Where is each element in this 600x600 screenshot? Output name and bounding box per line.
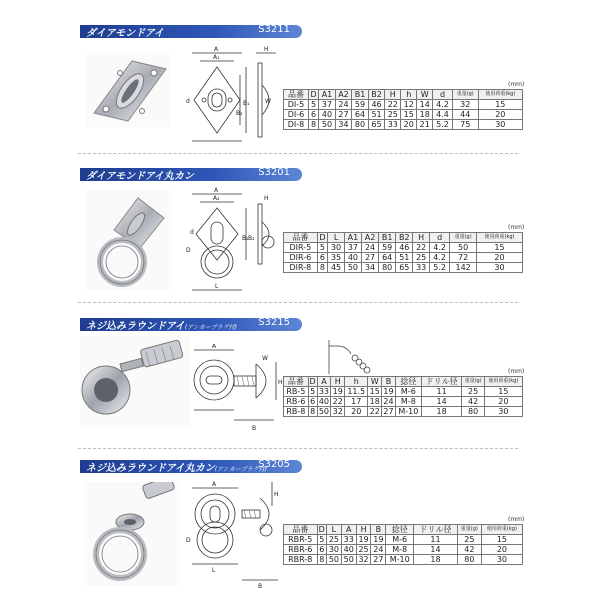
table-cell: 30 bbox=[484, 407, 522, 417]
column-header: H bbox=[331, 377, 345, 387]
spec-table bbox=[283, 376, 523, 417]
table-cell: 15 bbox=[484, 387, 522, 397]
column-header: ドリル径 bbox=[414, 525, 458, 535]
table-cell: 40 bbox=[318, 397, 330, 406]
unit-label: (mm) bbox=[508, 224, 525, 231]
table-cell: 72 bbox=[450, 253, 477, 263]
dim-label: H bbox=[278, 379, 283, 386]
table-row bbox=[284, 545, 523, 555]
column-header: 品番 bbox=[284, 90, 309, 100]
product-section-screw-round-eye bbox=[0, 318, 600, 440]
product-code: S3205 bbox=[258, 459, 290, 470]
dim-label: A₁ bbox=[213, 54, 220, 61]
column-header: 品番 bbox=[284, 233, 318, 243]
table-cell: 8 bbox=[310, 407, 316, 416]
table-cell: 14 bbox=[417, 100, 433, 110]
column-header: H bbox=[413, 233, 430, 243]
table-row bbox=[284, 397, 523, 407]
table-cell: 21 bbox=[417, 120, 433, 130]
unit-label: (mm) bbox=[508, 368, 525, 375]
column-header: A bbox=[317, 377, 331, 387]
product-section-diamond-eye-ring bbox=[0, 168, 600, 298]
product-photo bbox=[86, 53, 170, 127]
table-cell: 18 bbox=[417, 110, 433, 120]
table-cell: M-6 bbox=[386, 535, 414, 545]
table-cell: DI-6 bbox=[284, 110, 309, 120]
section-banner bbox=[80, 168, 302, 181]
column-header: W bbox=[368, 377, 382, 387]
table-cell: 51 bbox=[396, 253, 413, 263]
column-header: 使用荷重(kg) bbox=[484, 377, 522, 387]
table-cell: 50 bbox=[450, 243, 477, 253]
table-cell: 12 bbox=[401, 100, 417, 110]
column-header: B1 bbox=[352, 90, 369, 100]
table-cell: 5 bbox=[308, 100, 318, 110]
table-cell: M-10 bbox=[395, 407, 421, 417]
dim-label: B₁ bbox=[242, 235, 249, 242]
table-cell: 51 bbox=[368, 110, 385, 120]
table-cell: 6 bbox=[310, 397, 316, 406]
dimension-drawing bbox=[186, 476, 284, 594]
table-cell: 33 bbox=[318, 387, 330, 396]
table-cell: 33 bbox=[341, 535, 356, 545]
table-cell: 24 bbox=[383, 397, 394, 406]
table-cell: 20 bbox=[345, 407, 368, 417]
section-title: ダイアモンドアイ bbox=[86, 28, 164, 39]
table-cell: 37 bbox=[319, 100, 336, 110]
table-cell: 32 bbox=[356, 555, 371, 565]
table-cell: 4.2 bbox=[429, 253, 449, 263]
table-cell: 22 bbox=[413, 243, 430, 253]
product-photo bbox=[86, 190, 172, 290]
table-cell: M-8 bbox=[386, 545, 414, 555]
table-cell: 80 bbox=[457, 555, 481, 565]
table-cell: 33 bbox=[413, 263, 430, 273]
table-cell: 20 bbox=[477, 253, 523, 263]
column-header: A2 bbox=[335, 90, 352, 100]
section-title: ダイアモンドアイ丸カン bbox=[86, 171, 194, 182]
table-cell: 80 bbox=[352, 120, 369, 130]
table-cell: 40 bbox=[341, 545, 356, 555]
table-cell: RBR-5 bbox=[284, 535, 318, 545]
table-cell: 30 bbox=[327, 545, 342, 555]
table-cell: 22 bbox=[332, 397, 343, 406]
column-header: B bbox=[382, 377, 396, 387]
table-cell: 15 bbox=[369, 387, 380, 396]
table-cell: RB-8 bbox=[284, 407, 309, 417]
table-cell: DIR-8 bbox=[284, 263, 318, 273]
table-cell: 19 bbox=[332, 387, 343, 396]
table-cell: 4.2 bbox=[433, 100, 453, 110]
table-cell: 25 bbox=[327, 535, 342, 545]
column-header: D bbox=[309, 377, 316, 386]
column-header: ドリル径 bbox=[421, 377, 462, 387]
table-cell: DIR-6 bbox=[284, 253, 318, 263]
table-row bbox=[284, 120, 523, 130]
table-row bbox=[284, 535, 523, 545]
dim-label: W bbox=[265, 98, 271, 105]
table-cell: 8 bbox=[317, 555, 327, 565]
table-cell: 59 bbox=[352, 100, 369, 110]
table-cell: 11 bbox=[421, 387, 462, 397]
table-cell: 40 bbox=[344, 253, 361, 263]
column-header: B2 bbox=[368, 90, 385, 100]
table-cell: 50 bbox=[341, 555, 356, 565]
dimension-drawing bbox=[192, 344, 284, 440]
column-header: 使用荷重(kg) bbox=[477, 233, 523, 243]
table-cell: DIR-5 bbox=[284, 243, 318, 253]
column-header: 重量(g) bbox=[457, 525, 481, 535]
product-photo bbox=[80, 336, 190, 428]
table-cell: 34 bbox=[361, 263, 378, 273]
table-cell: M-8 bbox=[395, 397, 421, 407]
table-cell: 15 bbox=[401, 110, 417, 120]
table-cell: RB-6 bbox=[284, 397, 309, 407]
dim-label: d bbox=[190, 229, 194, 236]
product-section-diamond-eye bbox=[0, 25, 600, 145]
spec-table bbox=[283, 232, 523, 273]
section-banner bbox=[80, 318, 302, 331]
table-cell: 24 bbox=[335, 100, 352, 110]
table-cell: 19 bbox=[371, 535, 386, 545]
section-banner bbox=[80, 25, 302, 38]
column-header: B1 bbox=[379, 233, 396, 243]
dim-label: A bbox=[212, 344, 217, 350]
table-cell: 27 bbox=[371, 555, 386, 565]
table-cell: 17 bbox=[345, 397, 368, 407]
column-header: D bbox=[308, 90, 318, 100]
mounting-diagram bbox=[325, 336, 385, 378]
dim-label: A₂ bbox=[213, 195, 220, 202]
table-cell: 42 bbox=[462, 397, 484, 407]
dim-label: B₁ bbox=[243, 100, 250, 107]
table-header-row bbox=[284, 233, 523, 243]
table-cell: 75 bbox=[452, 120, 478, 130]
table-cell: 18 bbox=[369, 397, 380, 406]
spec-table bbox=[283, 89, 523, 130]
table-cell: 14 bbox=[421, 397, 462, 407]
product-code: S3201 bbox=[258, 167, 290, 178]
column-header: 捻径 bbox=[386, 525, 414, 535]
dim-label: D bbox=[186, 537, 191, 544]
spec-table bbox=[283, 524, 523, 565]
column-header: 重量(g) bbox=[450, 233, 477, 243]
table-cell: 25 bbox=[356, 545, 371, 555]
table-cell: 27 bbox=[361, 253, 378, 263]
column-header: d bbox=[429, 233, 449, 243]
table-row bbox=[284, 253, 523, 263]
table-cell: 5.2 bbox=[433, 120, 453, 130]
table-cell: 15 bbox=[481, 535, 522, 545]
table-cell: 50 bbox=[327, 555, 342, 565]
column-header: L bbox=[327, 525, 342, 535]
product-code: S3211 bbox=[258, 24, 290, 35]
dim-label: A bbox=[214, 46, 219, 53]
table-cell: 4.2 bbox=[429, 243, 449, 253]
table-cell: 24 bbox=[371, 545, 386, 555]
dim-label: B bbox=[252, 425, 257, 432]
table-cell: 30 bbox=[481, 555, 522, 565]
column-header: 重量(g) bbox=[462, 377, 484, 387]
table-cell: 15 bbox=[477, 243, 523, 253]
table-cell: 64 bbox=[352, 110, 369, 120]
dim-label: H bbox=[264, 46, 269, 53]
table-cell: 32 bbox=[452, 100, 478, 110]
unit-label: (mm) bbox=[508, 81, 525, 88]
table-row bbox=[284, 407, 523, 417]
table-row bbox=[284, 100, 523, 110]
dim-label: L bbox=[212, 567, 216, 574]
table-cell: 11 bbox=[414, 535, 458, 545]
table-cell: 6 bbox=[317, 253, 328, 263]
table-row bbox=[284, 110, 523, 120]
column-header: H bbox=[356, 525, 371, 535]
dim-label: L bbox=[215, 283, 219, 290]
table-cell: 80 bbox=[462, 407, 484, 417]
column-header: h bbox=[401, 90, 417, 100]
table-cell: RB-5 bbox=[284, 387, 309, 397]
table-cell: 30 bbox=[477, 263, 523, 273]
table-cell: 64 bbox=[379, 253, 396, 263]
column-header: d bbox=[433, 90, 453, 100]
table-cell: M-10 bbox=[386, 555, 414, 565]
column-header: B2 bbox=[396, 233, 413, 243]
dim-label: H bbox=[264, 195, 269, 202]
table-cell: 25 bbox=[457, 535, 481, 545]
dimension-drawing bbox=[182, 186, 278, 298]
table-cell: 37 bbox=[344, 243, 361, 253]
table-cell: 14 bbox=[414, 545, 458, 555]
table-row bbox=[284, 555, 523, 565]
table-cell: 8 bbox=[308, 120, 318, 130]
column-header: A bbox=[341, 525, 356, 535]
table-cell: 24 bbox=[361, 243, 378, 253]
column-header: 重量(g) bbox=[452, 90, 478, 100]
column-header: D bbox=[317, 233, 328, 243]
table-cell: 42 bbox=[457, 545, 481, 555]
table-cell: DI-8 bbox=[284, 120, 309, 130]
column-header: 使用荷重(kg) bbox=[478, 90, 522, 100]
column-header: A2 bbox=[361, 233, 378, 243]
table-cell: 27 bbox=[335, 110, 352, 120]
table-cell: 50 bbox=[344, 263, 361, 273]
section-banner bbox=[80, 460, 302, 473]
table-cell: 25 bbox=[385, 110, 401, 120]
table-cell: 19 bbox=[356, 535, 371, 545]
column-header: 品番 bbox=[284, 377, 309, 387]
product-section-screw-round-eye-ring bbox=[0, 460, 600, 595]
column-header: D bbox=[318, 525, 325, 534]
table-cell: 8 bbox=[317, 263, 328, 273]
table-row bbox=[284, 243, 523, 253]
table-cell: RBR-6 bbox=[284, 545, 318, 555]
column-header: 使用荷重(kg) bbox=[481, 525, 522, 535]
table-row bbox=[284, 263, 523, 273]
table-cell: 5 bbox=[317, 535, 327, 545]
column-header: 品番 bbox=[284, 525, 318, 535]
table-cell: 44 bbox=[452, 110, 478, 120]
dim-label: A bbox=[214, 187, 219, 194]
table-cell: 46 bbox=[368, 100, 385, 110]
table-cell: 20 bbox=[478, 110, 522, 120]
table-row bbox=[284, 387, 523, 397]
table-cell: 18 bbox=[421, 407, 462, 417]
table-cell: 25 bbox=[462, 387, 484, 397]
dim-label: W bbox=[262, 355, 268, 362]
table-cell: 35 bbox=[328, 253, 345, 263]
dimension-drawing bbox=[182, 45, 278, 150]
table-cell: 32 bbox=[332, 407, 343, 416]
table-cell: 30 bbox=[328, 243, 345, 253]
column-header: B bbox=[371, 525, 386, 535]
dim-label: B₂ bbox=[236, 110, 243, 117]
table-cell: 65 bbox=[396, 263, 413, 273]
dim-label: B₂ bbox=[248, 235, 255, 242]
column-header: A1 bbox=[344, 233, 361, 243]
table-cell: 50 bbox=[318, 407, 330, 416]
table-cell: RBR-8 bbox=[284, 555, 318, 565]
column-header: W bbox=[417, 90, 433, 100]
table-cell: 15 bbox=[478, 100, 522, 110]
table-cell: 20 bbox=[401, 120, 417, 130]
column-header: L bbox=[328, 233, 345, 243]
table-cell: 20 bbox=[484, 397, 522, 407]
table-cell: 34 bbox=[335, 120, 352, 130]
table-cell: 40 bbox=[319, 110, 336, 120]
product-photo bbox=[84, 482, 180, 586]
table-cell: 6 bbox=[308, 110, 318, 120]
table-cell: 27 bbox=[383, 407, 394, 416]
table-cell: 5.2 bbox=[429, 263, 449, 273]
table-cell: 5 bbox=[317, 243, 328, 253]
table-cell: 11.5 bbox=[345, 387, 368, 397]
section-title: ネジ込みラウンドアイ(アンカープラグ付) bbox=[86, 321, 237, 332]
table-cell: 25 bbox=[413, 253, 430, 263]
table-cell: 50 bbox=[319, 120, 336, 130]
table-cell: 65 bbox=[368, 120, 385, 130]
table-cell: 5 bbox=[310, 387, 316, 396]
unit-label: (mm) bbox=[508, 516, 525, 523]
table-header-row bbox=[284, 525, 523, 535]
table-cell: 45 bbox=[328, 263, 345, 273]
table-cell: 46 bbox=[396, 243, 413, 253]
dim-label: B bbox=[258, 583, 263, 590]
table-cell: 4.4 bbox=[433, 110, 453, 120]
table-cell: 22 bbox=[369, 407, 380, 416]
table-cell: 33 bbox=[385, 120, 401, 130]
table-cell: 30 bbox=[478, 120, 522, 130]
dim-label: H bbox=[274, 491, 279, 498]
table-cell: 59 bbox=[379, 243, 396, 253]
column-header: A1 bbox=[319, 90, 336, 100]
column-header: 捻径 bbox=[395, 377, 421, 387]
table-cell: 6 bbox=[317, 545, 327, 555]
table-cell: 19 bbox=[383, 387, 394, 396]
column-header: H bbox=[385, 90, 401, 100]
table-cell: DI-5 bbox=[284, 100, 309, 110]
dim-label: D bbox=[186, 247, 191, 254]
dim-label: A bbox=[212, 481, 217, 488]
column-header: h bbox=[345, 377, 368, 387]
table-cell: 18 bbox=[414, 555, 458, 565]
table-cell: 20 bbox=[481, 545, 522, 555]
section-title: ネジ込みラウンドアイ丸カン(アンカープラグ付) bbox=[86, 463, 267, 474]
table-cell: M-6 bbox=[395, 387, 421, 397]
table-header-row bbox=[284, 90, 523, 100]
table-cell: 142 bbox=[450, 263, 477, 273]
table-cell: 80 bbox=[379, 263, 396, 273]
product-code: S3215 bbox=[258, 317, 290, 328]
table-header-row bbox=[284, 377, 523, 387]
table-cell: 22 bbox=[385, 100, 401, 110]
dim-label: d bbox=[186, 98, 190, 105]
